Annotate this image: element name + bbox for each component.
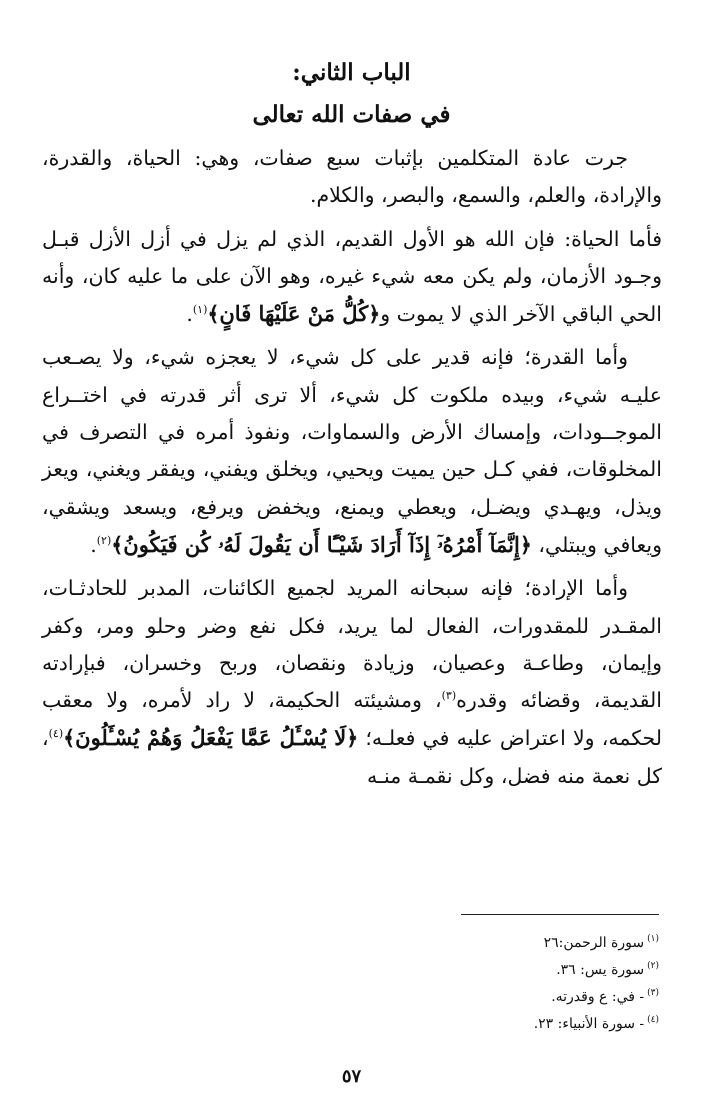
paragraph-life-text: فأما الحياة: فإن الله هو الأول القديم، الذي لم يزل في أزل الأزل قبـل وجـود الأزمان، ولم يكن معه شيء غيره، وهو الآن على ما عليه كان، وأنه الحي الباقي الآخر الذي لا يموت و: [42, 226, 662, 327]
paragraph-will-text: وأما الإرادة؛ فإنه سبحانه المريد لجميع الكائنات، المدبر للحادثـات، المقـدر للمقدورات، الفعال لما يريد، فكل نفع وضر وحلو ومر، وكفر وإيمان، وطاعـة وعصيان، وزيادة ونقصان، وربح وخسران، فبإرادته القديمة، وقضائه وقدره: [42, 576, 662, 713]
footnote-1: [259, 930, 659, 957]
quran-verse-2: إِنَّمَآ أَمْرُهُۥٓ إِذَآ أَرَادَ شَيْـًٔا أَن يَقُولَ لَهُۥ كُن فَيَكُونُ: [123, 531, 520, 557]
footnote-4-mark: (٤): [647, 1015, 659, 1026]
paragraph-intro-text: جرت عادة المتكلمين بإثبات سبع صفات، وهي: الحياة، والقدرة، والإرادة، والعلم، والسمع، والبصر، والكلام.: [42, 146, 662, 208]
quran-close-bracket: ﴾: [63, 726, 76, 751]
quran-open-bracket: ﴿: [519, 532, 532, 557]
footnote-3-text: - في: ع وقدرته.: [551, 989, 645, 1005]
quran-verse-3: لَا يُسْـَٔلُ عَمَّا يَفْعَلُ وَهُمْ يُسْـَٔلُونَ: [75, 725, 347, 751]
paragraph-life: فأما الحياة: فإن الله هو الأول القديم، الذي لم يزل في أزل الأزل قبـل وجـود الأزمان، ولم يكن معه شيء غيره، وهو الآن على ما عليه كان، وأنه الحي الباقي الآخر الذي لا يموت و﴿كُلُّ مَنْ عَلَيْهَا فَانٍ﴾$^{(١)}$.: [42, 226, 662, 327]
footnote-1-text: سورة الرحمن:٢٦: [543, 935, 645, 951]
footnotes: [259, 930, 659, 1038]
quran-open-bracket: ﴿: [368, 302, 381, 327]
footnote-ref-2: (٢): [96, 534, 112, 548]
quran-close-bracket: ﴾: [207, 302, 220, 327]
chapter-heading: الباب الثاني:: [292, 59, 411, 86]
footnote-ref-3: (٣): [441, 689, 457, 703]
quran-close-bracket: ﴾: [111, 532, 124, 557]
footnote-1-mark: (١): [647, 934, 659, 945]
paragraph-power: وأما القدرة؛ فإنه قدير على كل شيء، لا يعجزه شيء، ولا يصـعب عليـه شيء، وبيده ملكوت كل شيء، ألا ترى أثر قدرته في اختــراع الموجــودات، وإمساك الأرض والسماوات، ونفوذ أمره في التصرف في المخلوقات، ففي كـل حين يميت ويحيي، ويخلق ويفني، ويفقر ويغني، ويعز ويذل، ويهـدي ويضـل، ويعطي ويمنع، ويخفض ويرفع، ويسعد ويشقي، ويعافي ويبتلي، ﴿إِنَّمَآ أَمْرُهُۥٓ إِذَآ أَرَادَ شَيْـًٔا أَن يَقُولَ لَهُۥ كُن فَيَكُونُ﴾$^{(٢)}$.: [42, 345, 662, 557]
chapter-subtitle: في صفات الله تعالى: [252, 101, 451, 128]
paragraph-will-text-3: ، كل نعمة منه فضل، وكل نقمـة منـه: [42, 726, 662, 788]
footnote-3-mark: (٣): [647, 988, 659, 999]
footnote-2-text: سورة يس: ٣٦.: [556, 962, 645, 978]
footnote-4-text: - سورة الأنبياء: ٢٣.: [533, 1016, 645, 1032]
footnote-2: [259, 957, 659, 984]
footnote-divider: [461, 914, 659, 915]
quran-verse-1: كُلُّ مَنْ عَلَيْهَا فَانٍ: [219, 301, 369, 327]
paragraph-will: [42, 570, 662, 795]
paragraph-will-text-2: ، ومشيئته الحكيمة، لا راد لأمره، ولا معقب لحكمه، ولا اعتراض عليه في فعلـه؛: [42, 688, 662, 751]
footnote-2-mark: (٢): [647, 961, 659, 972]
footnote-ref-4: (٤): [48, 727, 64, 741]
quran-open-bracket: ﴿: [346, 726, 359, 751]
paragraph-intro: [42, 140, 662, 215]
main-text: [42, 140, 662, 801]
footnote-3: [259, 984, 659, 1011]
paragraph-power-text: وأما القدرة؛ فإنه قدير على كل شيء، لا يعجزه شيء، ولا يصـعب عليـه شيء، وبيده ملكوت كل شيء، ألا ترى أثر قدرته في اختــراع الموجــودات، وإمساك الأرض والسماوات، ونفوذ أمره في التصرف في المخلوقات، ففي كـل حين يميت ويحيي، ويخلق ويفني، ويفقر ويغني، ويعز ويذل، ويهـدي ويضـل، ويعطي ويمنع، ويخفض ويرفع، ويسعد ويشقي، ويعافي ويبتلي،: [42, 345, 662, 557]
footnote-ref-1: (١): [192, 303, 208, 317]
page-number: ٥٧: [341, 1066, 362, 1087]
footnote-4: [259, 1011, 659, 1038]
